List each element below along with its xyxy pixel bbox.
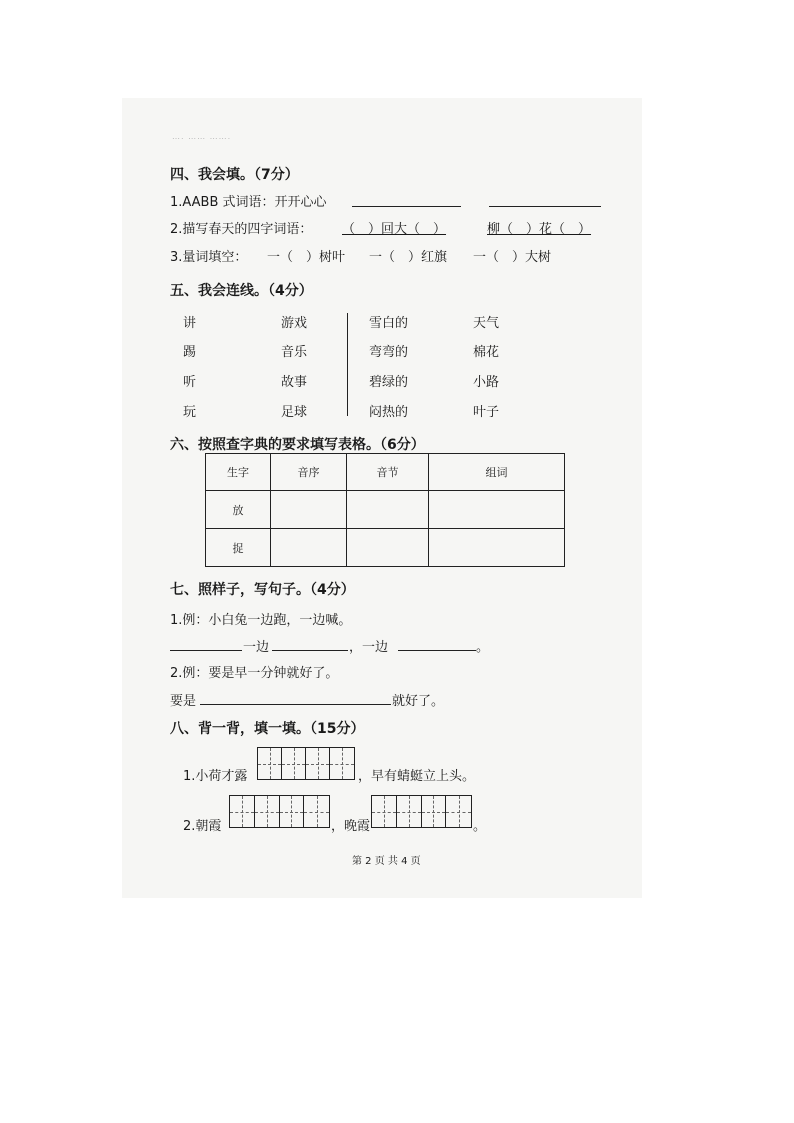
match-noun-3[interactable]: 故事 — [281, 375, 308, 390]
grid-cell[interactable] — [422, 796, 447, 827]
match-noun-4[interactable]: 足球 — [281, 405, 308, 420]
header-word: 组词 — [429, 454, 565, 491]
s7-q2: 2.例：要是早一分钟就好了。 — [170, 666, 339, 681]
match-verb-2[interactable]: 踢 — [183, 345, 197, 360]
s8-q1-start: 1.小荷才露 — [183, 769, 248, 784]
s8-q2-writing-grid-1[interactable] — [229, 795, 330, 828]
table-header-row — [206, 454, 565, 491]
header-syllable: 音节 — [347, 454, 429, 491]
s7-q2-end: 就好了。 — [392, 694, 445, 709]
s4-q3-a[interactable]: 一（ ）树叶 — [267, 250, 346, 265]
match-noun-1[interactable]: 游戏 — [281, 316, 308, 331]
row-character: 捉 — [206, 529, 271, 567]
table-row — [206, 491, 565, 529]
match-thing-3[interactable]: 小路 — [473, 375, 500, 390]
s8-q2-mid: ，晚霞 — [331, 819, 371, 834]
match-adj-1[interactable]: 雪白的 — [369, 316, 409, 331]
s4-q1: 1.AABB 式词语：开开心心 — [170, 195, 327, 210]
grid-cell[interactable] — [258, 748, 282, 779]
grid-cell[interactable] — [306, 748, 330, 779]
answer-cell[interactable] — [347, 491, 429, 529]
s4-q3-c[interactable]: 一（ ）大树 — [473, 250, 552, 265]
s4-q1-answer-line-2[interactable] — [489, 206, 601, 207]
grid-cell[interactable] — [372, 796, 397, 827]
s4-q1-answer-line-1[interactable] — [352, 206, 461, 207]
row-character: 放 — [206, 491, 271, 529]
grid-cell[interactable] — [446, 796, 471, 827]
faint-header-text: …. …… ……. — [172, 132, 232, 141]
s7-q1: 1.例：小白兔一边跑，一边喊。 — [170, 613, 352, 628]
answer-cell[interactable] — [429, 491, 565, 529]
section-6-title: 六、按照查字典的要求填写表格。（6分） — [170, 437, 425, 453]
match-noun-2[interactable]: 音乐 — [281, 345, 308, 360]
match-adj-3[interactable]: 碧绿的 — [369, 375, 409, 390]
match-verb-3[interactable]: 听 — [183, 375, 197, 390]
answer-cell[interactable] — [271, 529, 347, 567]
dictionary-table — [205, 453, 565, 567]
answer-cell[interactable] — [271, 491, 347, 529]
s8-q1-end: ，早有蜻蜓立上头。 — [358, 769, 476, 784]
s7-q1-line-2[interactable] — [272, 650, 348, 651]
match-adj-2[interactable]: 弯弯的 — [369, 345, 409, 360]
s8-q1-writing-grid[interactable] — [257, 747, 355, 780]
table-row — [206, 529, 565, 567]
match-thing-1[interactable]: 天气 — [473, 316, 500, 331]
match-thing-4[interactable]: 叶子 — [473, 405, 500, 420]
s4-q2-blank-1[interactable]: （ ）回大（ ） — [342, 222, 447, 237]
grid-cell[interactable] — [280, 796, 305, 827]
s8-q2-writing-grid-2[interactable] — [371, 795, 472, 828]
section-7-title: 七、照样子，写句子。（4分） — [170, 582, 355, 598]
s7-q1-line-1[interactable] — [170, 650, 242, 651]
s7-q1-comma: ，一边 — [349, 640, 389, 655]
grid-cell[interactable] — [397, 796, 422, 827]
s8-q2-start: 2.朝霞 — [183, 819, 222, 834]
s7-q1-end: 。 — [476, 640, 490, 655]
s4-q2-blank-2[interactable]: 柳（ ）花（ ） — [487, 222, 592, 237]
grid-cell[interactable] — [230, 796, 255, 827]
header-initial: 音序 — [271, 454, 347, 491]
section-4-title: 四、我会填。（7分） — [170, 167, 299, 183]
grid-cell[interactable] — [255, 796, 280, 827]
section-5-title: 五、我会连线。（4分） — [170, 283, 313, 299]
s4-q2: 2.描写春天的四字词语： — [170, 222, 313, 237]
s8-q2-end: 。 — [473, 819, 487, 834]
header-character: 生字 — [206, 454, 271, 491]
page-number-footer: 第 2 页 共 4 页 — [352, 856, 421, 867]
matching-divider — [347, 313, 348, 416]
s4-q3-b[interactable]: 一（ ）红旗 — [369, 250, 448, 265]
section-8-title: 八、背一背，填一填。（15分） — [170, 721, 365, 737]
grid-cell[interactable] — [282, 748, 306, 779]
s4-q3-label: 3.量词填空： — [170, 250, 248, 265]
answer-cell[interactable] — [347, 529, 429, 567]
match-thing-2[interactable]: 棉花 — [473, 345, 500, 360]
match-verb-4[interactable]: 玩 — [183, 405, 197, 420]
s7-q2-line[interactable] — [200, 704, 391, 705]
s7-q1-mid: 一边 — [243, 640, 270, 655]
s7-q1-line-3[interactable] — [398, 650, 476, 651]
match-adj-4[interactable]: 闷热的 — [369, 405, 409, 420]
grid-cell[interactable] — [330, 748, 354, 779]
answer-cell[interactable] — [429, 529, 565, 567]
match-verb-1[interactable]: 讲 — [183, 316, 197, 331]
s7-q2-start: 要是 — [170, 694, 197, 709]
grid-cell[interactable] — [304, 796, 329, 827]
